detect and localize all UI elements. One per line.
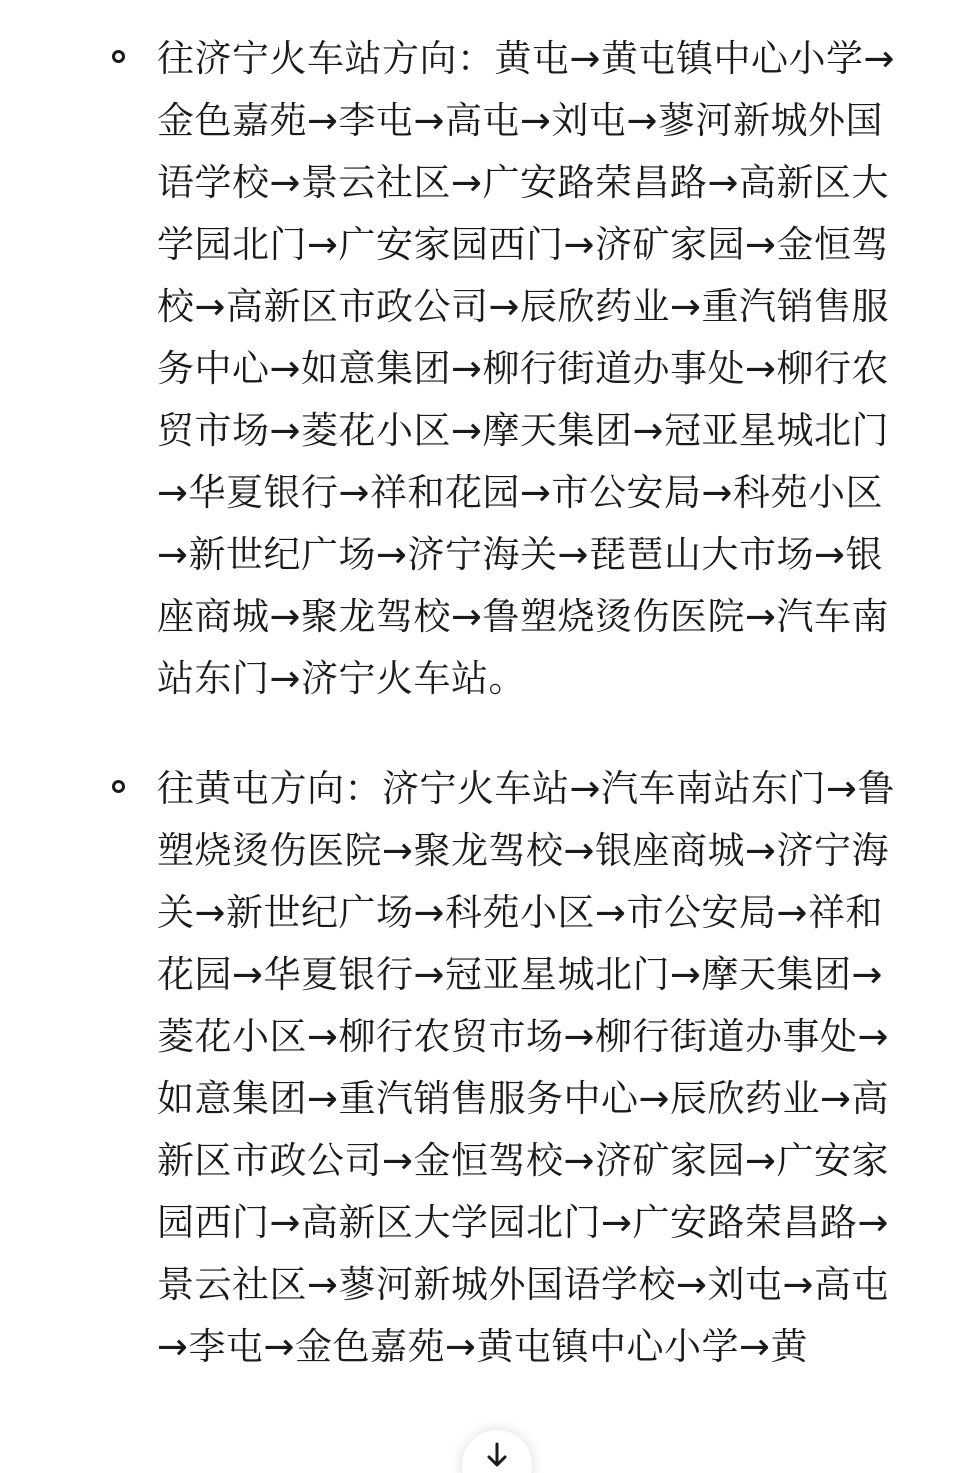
scroll-to-bottom-button[interactable] — [462, 1430, 532, 1473]
route-text: 往黄屯方向：济宁火车站→汽车南站东门→鲁塑烧烫伤医院→聚龙驾校→银座商城→济宁海关→新世纪广场→科苑小区→市公安局→祥和花园→华夏银行→冠亚星城北门→摩天集团→菱花小区→柳行农贸市场→柳行街道办事处→如意集团→重汽销售服务中心→辰欣药业→高新区市政公司→金恒驾校→济矿家园→广安家园西门→高新区大学园北门→广安路荣昌路→景云社区→蓼河新城外国语学校→刘屯→高屯→李屯→金色嘉苑→黄屯镇中心小学→黄 — [157, 767, 896, 1368]
arrow-down-icon — [482, 1440, 512, 1470]
route-item-to-jining-station — [0, 28, 962, 710]
route-list — [0, 28, 962, 1378]
hollow-bullet-icon — [112, 780, 125, 793]
route-item-to-huangtun — [0, 758, 962, 1378]
hollow-bullet-icon — [112, 50, 125, 63]
route-text: 往济宁火车站方向：黄屯→黄屯镇中心小学→金色嘉苑→李屯→高屯→刘屯→蓼河新城外国语学校→景云社区→广安路荣昌路→高新区大学园北门→广安家园西门→济矿家园→金恒驾校→高新区市政公司→辰欣药业→重汽销售服务中心→如意集团→柳行街道办事处→柳行农贸市场→菱花小区→摩天集团→冠亚星城北门→华夏银行→祥和花园→市公安局→科苑小区→新世纪广场→济宁海关→琵琶山大市场→银座商城→聚龙驾校→鲁塑烧烫伤医院→汽车南站东门→济宁火车站。 — [157, 37, 896, 700]
